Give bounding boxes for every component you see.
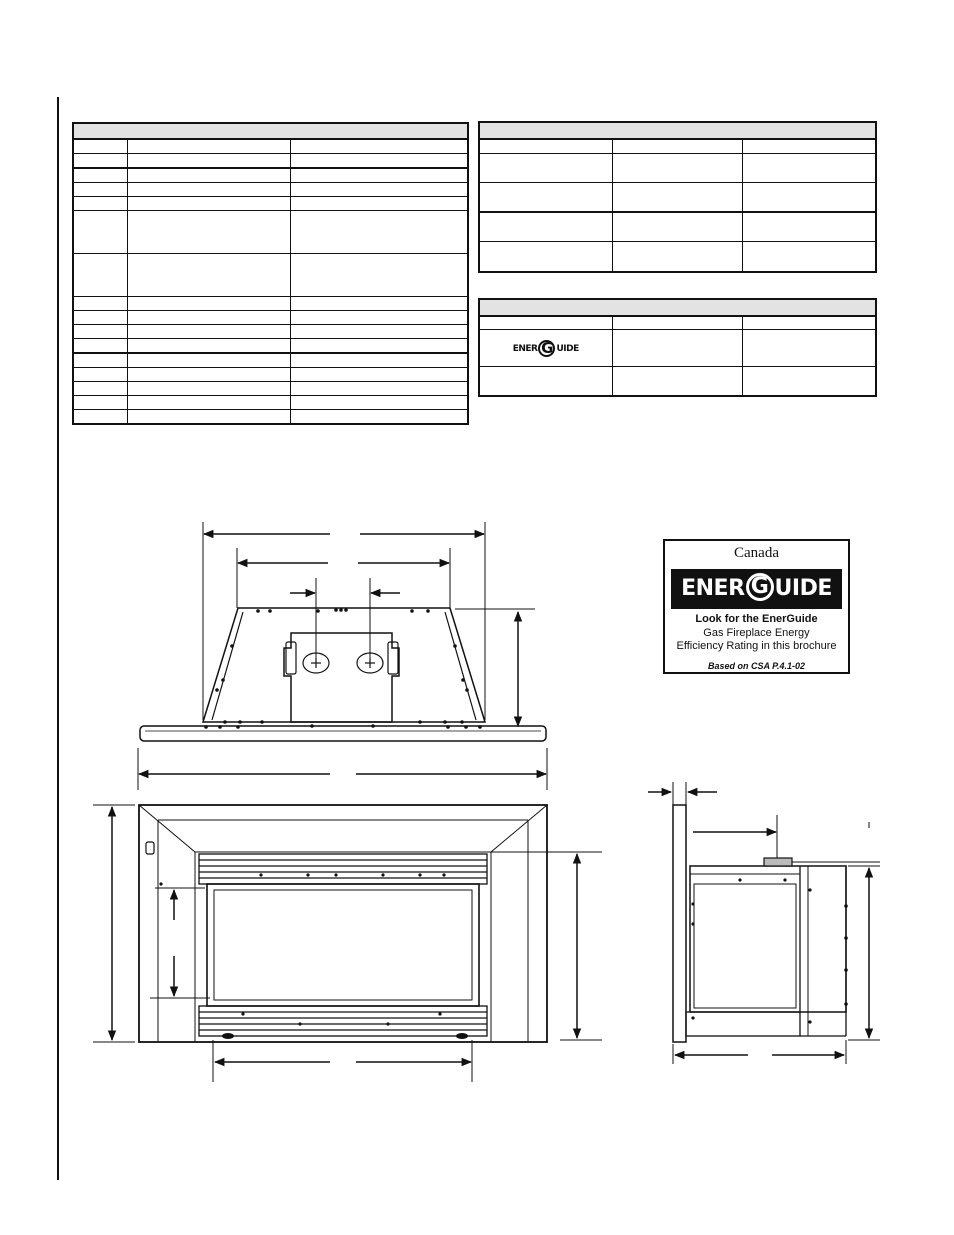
side-view-fasteners <box>691 878 847 1023</box>
top-view-fasteners <box>204 608 482 729</box>
energuide-logo: ENER G UIDE <box>479 330 612 367</box>
label-note: Based on CSA P.4.1-02 <box>707 661 806 671</box>
side-view-drawing <box>648 782 880 1064</box>
label-line-2: Gas Fireplace Energy <box>703 627 810 639</box>
canada-wordmark: Canada <box>734 545 779 561</box>
top-view-drawing <box>138 522 547 790</box>
energuide-band: ENER G UIDE <box>671 569 842 609</box>
label-line-3: Efficiency Rating in this brochure <box>676 640 837 652</box>
front-view-fasteners <box>159 873 468 1039</box>
front-view-drawing <box>93 805 602 1082</box>
label-line-1: Look for the EnerGuide <box>695 613 818 625</box>
